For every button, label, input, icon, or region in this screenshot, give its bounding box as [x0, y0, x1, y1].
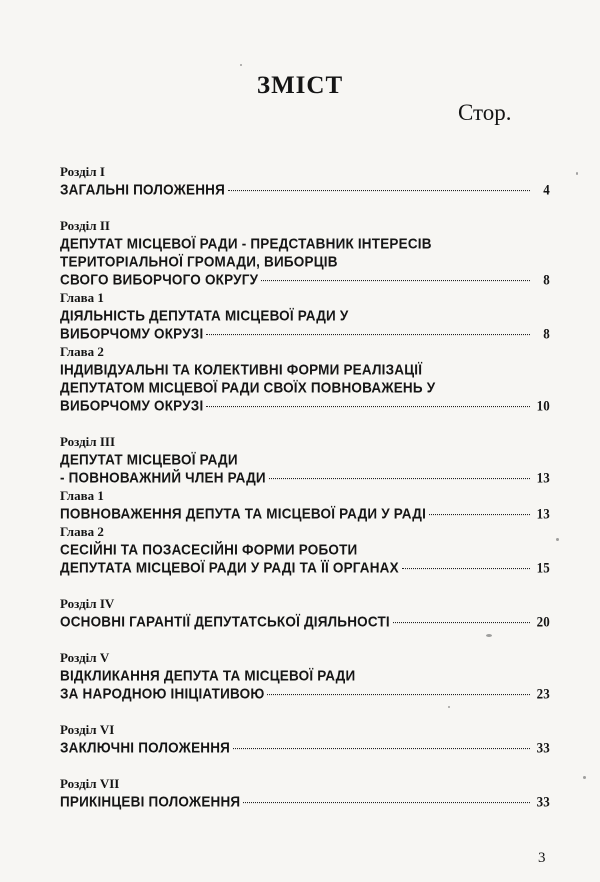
scan-speck	[576, 172, 578, 175]
toc-entry-title: ДЕПУТАТ МІСЦЕВОЇ РАДИ	[60, 451, 238, 468]
toc-entry	[60, 523, 550, 577]
toc-entry	[60, 721, 550, 757]
toc-entry-page: 4	[543, 181, 550, 198]
page-column-header: Стор.	[458, 100, 512, 125]
toc-entry-title: ОСНОВНІ ГАРАНТІЇ ДЕПУТАТСЬКОЇ ДІЯЛЬНОСТІ	[60, 613, 390, 630]
toc-entry-line	[60, 684, 550, 704]
toc-entry-page: 10	[536, 397, 550, 414]
toc-entry-label: Глава 1	[60, 488, 104, 503]
toc-entry-label: Глава 2	[60, 524, 104, 539]
scan-speck	[583, 776, 586, 779]
toc-entry-page: 20	[536, 613, 550, 630]
toc-entry-title: ДЕПУТАТА МІСЦЕВОЇ РАДИ У РАДІ ТА ЇЇ ОРГАНАХ	[60, 559, 399, 576]
toc-entry-line	[60, 180, 550, 200]
toc-entry-page: 33	[536, 739, 550, 756]
toc-entry-page: 13	[536, 505, 550, 522]
toc-entry-page: 23	[536, 685, 550, 702]
page-title: ЗМІСТ	[256, 72, 344, 99]
toc-entry-label: Розділ І	[60, 164, 105, 179]
toc-entry-title: ПОВНОВАЖЕННЯ ДЕПУТА ТА МІСЦЕВОЇ РАДИ У РАДІ	[60, 505, 427, 522]
toc-entry-label: Розділ VII	[60, 776, 120, 791]
scan-speck	[556, 538, 559, 541]
dot-leader	[206, 406, 530, 407]
toc-entry	[60, 649, 550, 703]
toc-entry	[60, 433, 550, 487]
dot-leader	[429, 514, 530, 515]
toc-entry-title: ВИБОРЧОМУ ОКРУЗІ	[60, 397, 204, 414]
dot-leader	[206, 334, 530, 335]
toc-entry	[60, 487, 550, 523]
page-number: 3	[538, 850, 546, 866]
toc-entry-title: ВИБОРЧОМУ ОКРУЗІ	[60, 325, 204, 342]
toc-entry	[60, 163, 550, 199]
dot-leader	[402, 568, 530, 569]
scan-speck	[448, 706, 450, 708]
toc-entry-line	[60, 504, 550, 524]
toc-entry-page: 15	[536, 559, 550, 576]
toc-entry-line	[60, 396, 550, 416]
toc-entry-title: ЗАГАЛЬНІ ПОЛОЖЕННЯ	[60, 181, 226, 198]
scan-speck	[240, 64, 242, 66]
toc-entry-title: ДЕПУТАТОМ МІСЦЕВОЇ РАДИ СВОЇХ ПОВНОВАЖЕНЬ У	[60, 379, 436, 396]
toc-entry	[60, 595, 550, 631]
dot-leader	[243, 802, 530, 803]
toc-entry-page: 8	[543, 325, 550, 342]
table-of-contents	[60, 163, 550, 811]
toc-entry-title: ЗАКЛЮЧНІ ПОЛОЖЕННЯ	[60, 739, 231, 756]
dot-leader	[393, 622, 530, 623]
toc-entry-line	[60, 270, 550, 290]
toc-entry-page: 13	[536, 469, 550, 486]
toc-entry-line	[60, 468, 550, 488]
toc-entry-label: Глава 2	[60, 344, 104, 359]
toc-entry-line	[60, 738, 550, 758]
toc-entry-title: ТЕРИТОРІАЛЬНОЇ ГРОМАДИ, ВИБОРЦІВ	[60, 253, 338, 270]
dot-leader	[233, 748, 530, 749]
toc-entry-title: ПРИКІНЦЕВІ ПОЛОЖЕННЯ	[60, 793, 241, 810]
toc-entry-line	[60, 612, 550, 632]
toc-entry-title: - ПОВНОВАЖНИЙ ЧЛЕН РАДИ	[60, 469, 266, 486]
dot-leader	[261, 280, 530, 281]
toc-entry	[60, 343, 550, 415]
toc-entry-line	[60, 558, 550, 578]
toc-entry-label: Розділ V	[60, 650, 110, 665]
toc-entry	[60, 217, 550, 289]
toc-entry-label: Розділ IV	[60, 596, 115, 611]
toc-entry-label: Глава 1	[60, 290, 104, 305]
toc-entry-title: СЕСІЙНІ ТА ПОЗАСЕСІЙНІ ФОРМИ РОБОТИ	[60, 541, 358, 558]
toc-entry-page: 33	[536, 793, 550, 810]
toc-entry-title: ВІДКЛИКАННЯ ДЕПУТА ТА МІСЦЕВОЇ РАДИ	[60, 667, 356, 684]
toc-entry-label: Розділ VI	[60, 722, 115, 737]
dot-leader	[267, 694, 530, 695]
toc-entry	[60, 775, 550, 811]
toc-entry	[60, 289, 550, 343]
toc-entry-label: Розділ ІІІ	[60, 434, 116, 449]
toc-entry-title: ЗА НАРОДНОЮ ІНІЦІАТИВОЮ	[60, 685, 265, 702]
toc-entry-title: СВОГО ВИБОРЧОГО ОКРУГУ	[60, 271, 259, 288]
toc-entry-line	[60, 792, 550, 812]
dot-leader	[269, 478, 530, 479]
dot-leader	[228, 190, 530, 191]
toc-entry-title: ДІЯЛЬНІСТЬ ДЕПУТАТА МІСЦЕВОЇ РАДИ У	[60, 307, 349, 324]
toc-entry-title: ДЕПУТАТ МІСЦЕВОЇ РАДИ - ПРЕДСТАВНИК ІНТЕРЕСІВ	[60, 235, 432, 252]
toc-entry-label: Розділ ІІ	[60, 218, 110, 233]
toc-entry-line	[60, 324, 550, 344]
toc-entry-page: 8	[543, 271, 550, 288]
toc-entry-title: ІНДИВІДУАЛЬНІ ТА КОЛЕКТИВНІ ФОРМИ РЕАЛІЗАЦІЇ	[60, 361, 423, 378]
scan-speck	[486, 634, 492, 637]
